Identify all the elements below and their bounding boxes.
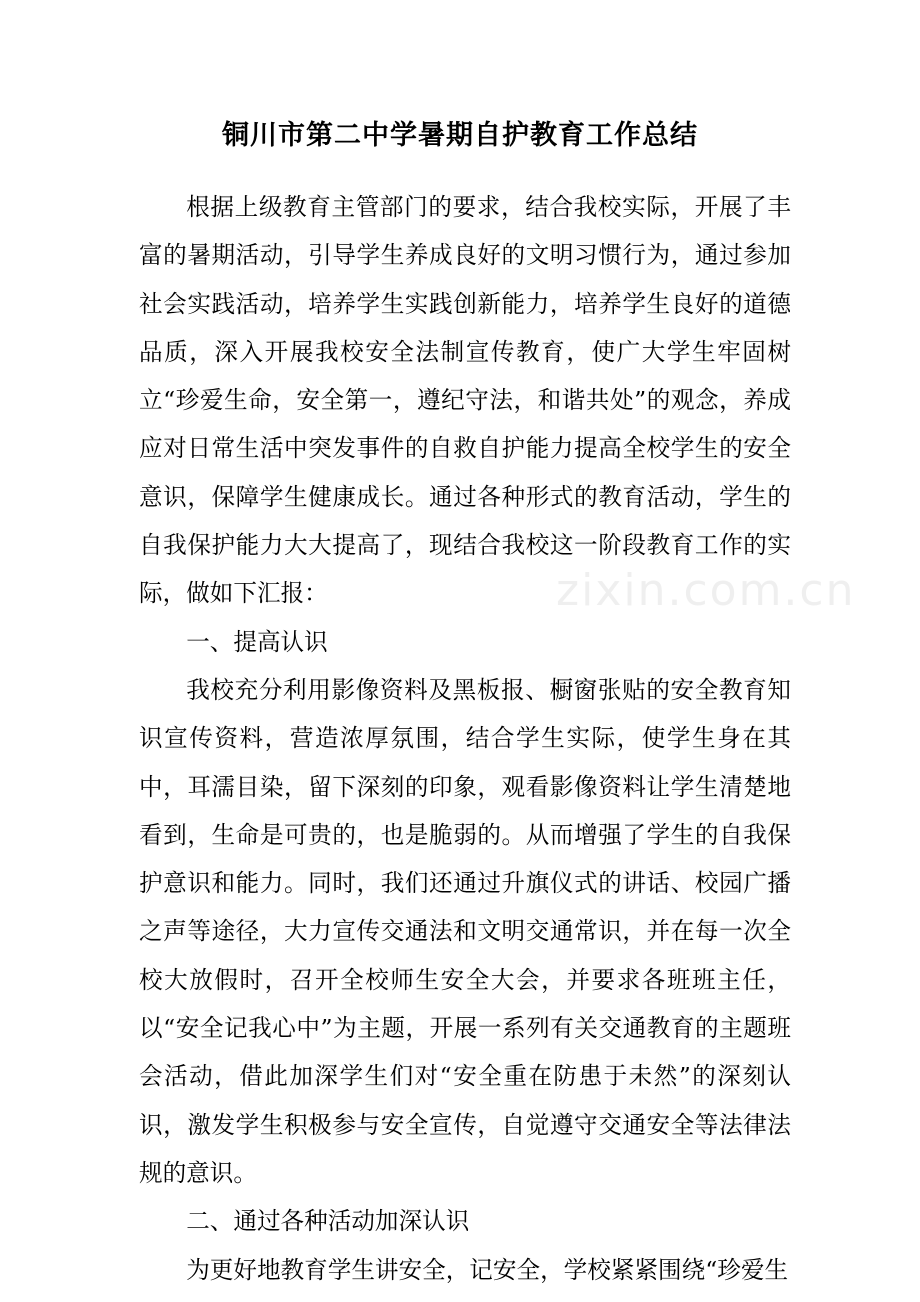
document-title: 铜川市第二中学暑期自护教育工作总结 xyxy=(222,120,698,151)
watermark: zixin.com.cn xyxy=(556,565,856,616)
section-paragraph-2: 为更好地教育学生讲安全，记安全，学校紧紧围绕“珍爱生 xyxy=(186,1255,789,1284)
section-paragraph-1: 我校充分利用影像资料及黑板报、橱窗张贴的安全教育知识宣传资料，营造浓厚氛围，结合学生实际，使学生身在其中，耳濡目染，留下深刻的印象，观看影像资料让学生清楚地看到，生命是可贵的，也是脆弱的。从而增强了学生的自我保护意识和能力。同时，我们还通过升旗仪式的讲话、校园广播之声等途径，大力宣传交通法和文明交通常识，并在每一次全校大放假时，召开全校师生安全大会，并要求各班班主任，以“安全记我心中”为主题，开展一系列有关交通教育的主题班会活动，借此加深学生们对“安全重在防患于未然”的深刻认识，激发学生积极参与安全宣传，自觉遵守交通安全等法律法规的意识。 xyxy=(139,675,791,1187)
section-heading-1: 一、提高认识 xyxy=(186,627,328,656)
document-body xyxy=(139,183,791,1294)
intro-paragraph: 根据上级教育主管部门的要求，结合我校实际，开展了丰富的暑期活动，引导学生养成良好的文明习惯行为，通过参加社会实践活动，培养学生实践创新能力，培养学生良好的道德品质，深入开展我校安全法制宣传教育，使广大学生牢固树立“珍爱生命，安全第一，遵纪守法，和谐共处”的观念，养成应对日常生活中突发事件的自救自护能力提高全校学生的安全意识，保障学生健康成长。通过各种形式的教育活动，学生的自我保护能力大大提高了，现结合我校这一阶段教育工作的实际，做如下汇报： xyxy=(139,193,791,608)
section-heading-2: 二、通过各种活动加深认识 xyxy=(186,1207,470,1236)
